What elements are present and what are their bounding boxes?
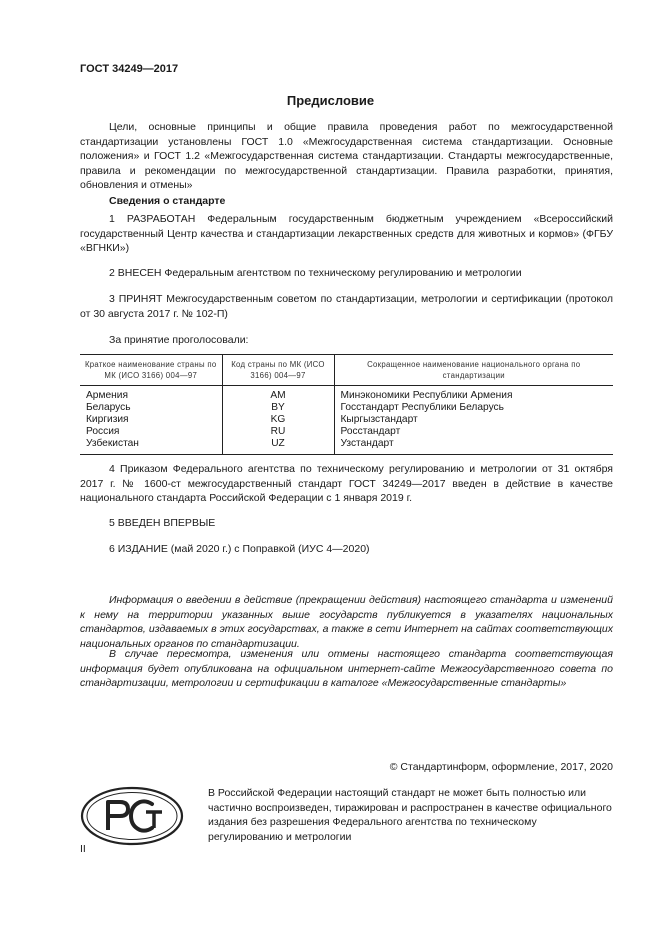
agreed-label: За принятие проголосовали: <box>109 334 249 346</box>
table-row <box>80 386 613 403</box>
table-row <box>80 402 613 414</box>
country-code: UZ <box>222 438 334 455</box>
reproduction-notice: В Российской Федерации настоящий стандарт не может быть полностью или частично воспроизведен, тиражирован и распространен в качестве официального издания без разрешения Федерального агентства по техническому регулированию и метрологии <box>208 787 612 843</box>
section-heading: Сведения о стандарте <box>109 195 226 207</box>
revision-paragraph: В случае пересмотра, изменения или отмены настоящего стандарта соответствующая информация будет опубликована на официальном интернет-сайте Межгосударственного совета по стандартизации, метрологии и сертификации в каталоге «Межгосударственные стандарты» <box>80 648 613 690</box>
country-name: Беларусь <box>86 402 131 413</box>
info-paragraph: Информация о введении в действие (прекращении действия) настоящего стандарта и изменений к нему на территории указанных выше государств публикуется в указателях национальных стандартов, издаваемых в этих государствах, а также в сети Интернет на сайтах соответствующих национальных органов по стандартизации. <box>80 594 613 650</box>
item-1-developed: 1 РАЗРАБОТАН Федеральным государственным бюджетным учреждением «Всероссийский государственный Центр качества и стандартизации лекарственных средств для животных и кормов» (ФГБУ «ВГНКИ») <box>80 213 613 255</box>
country-name: Киргизия <box>86 414 129 425</box>
national-body: Узстандарт <box>334 438 613 455</box>
item-3-adopted: 3 ПРИНЯТ Межгосударственным советом по стандартизации, метрологии и сертификации (протокол от 30 августа 2017 г. № 102-П) <box>80 293 613 320</box>
voting-countries-table <box>80 354 613 455</box>
item-6-edition: 6 ИЗДАНИЕ (май 2020 г.) с Поправкой (ИУС 4—2020) <box>109 543 370 555</box>
page-number: II <box>80 843 86 855</box>
item-4-enacted: 4 Приказом Федерального агентства по техническому регулированию и метрологии от 31 октября 2017 г. № 1600-ст межгосударственный стандарт ГОСТ 34249—2017 введен в действие в качестве национального стандарта Российской Федерации с 1 января 2019 г. <box>80 463 613 505</box>
header-national-body: Сокращенное наименование национального органа по стандартизации <box>334 355 613 386</box>
gost-r-certification-mark-icon <box>80 786 184 846</box>
table-row <box>80 438 613 455</box>
page-title: Предисловие <box>286 93 375 108</box>
country-name: Россия <box>86 426 120 437</box>
header-country-name: Краткое наименование страны по МК (ИСО 3166) 004—97 <box>80 355 222 386</box>
table-row <box>80 426 613 438</box>
country-code: BY <box>222 402 334 414</box>
national-body: Росстандарт <box>334 426 613 438</box>
national-body: Минэкономики Республики Армения <box>334 386 613 403</box>
table-header-row <box>80 355 613 386</box>
country-code: RU <box>222 426 334 438</box>
intro-paragraph: Цели, основные принципы и общие правила проведения работ по межгосударственной стандартизации установлены ГОСТ 1.0 «Межгосударственная система стандартизации. Основные положения» и ГОСТ 1.2 «Межгосударственная система стандартизации. Стандарты межгосударственные, правила и рекомендации по межгосударственной стандартизации. Правила разработки, принятия, обновления и отмены» <box>80 121 613 192</box>
copyright-line: © Стандартинформ, оформление, 2017, 2020 <box>389 761 613 773</box>
country-name: Узбекистан <box>80 438 222 455</box>
item-2-submitted: 2 ВНЕСЕН Федеральным агентством по техническому регулированию и метрологии <box>109 267 522 279</box>
national-body: Кыргызстандарт <box>334 414 613 426</box>
document-id: ГОСТ 34249—2017 <box>80 63 179 75</box>
country-code: AM <box>222 386 334 403</box>
national-body: Госстандарт Республики Беларусь <box>334 402 613 414</box>
item-5-introduced: 5 ВВЕДЕН ВПЕРВЫЕ <box>109 517 216 529</box>
header-country-code: Код страны по МК (ИСО 3166) 004—97 <box>222 355 334 386</box>
table-row <box>80 414 613 426</box>
country-code: KG <box>222 414 334 426</box>
country-name: Армения <box>86 390 128 401</box>
